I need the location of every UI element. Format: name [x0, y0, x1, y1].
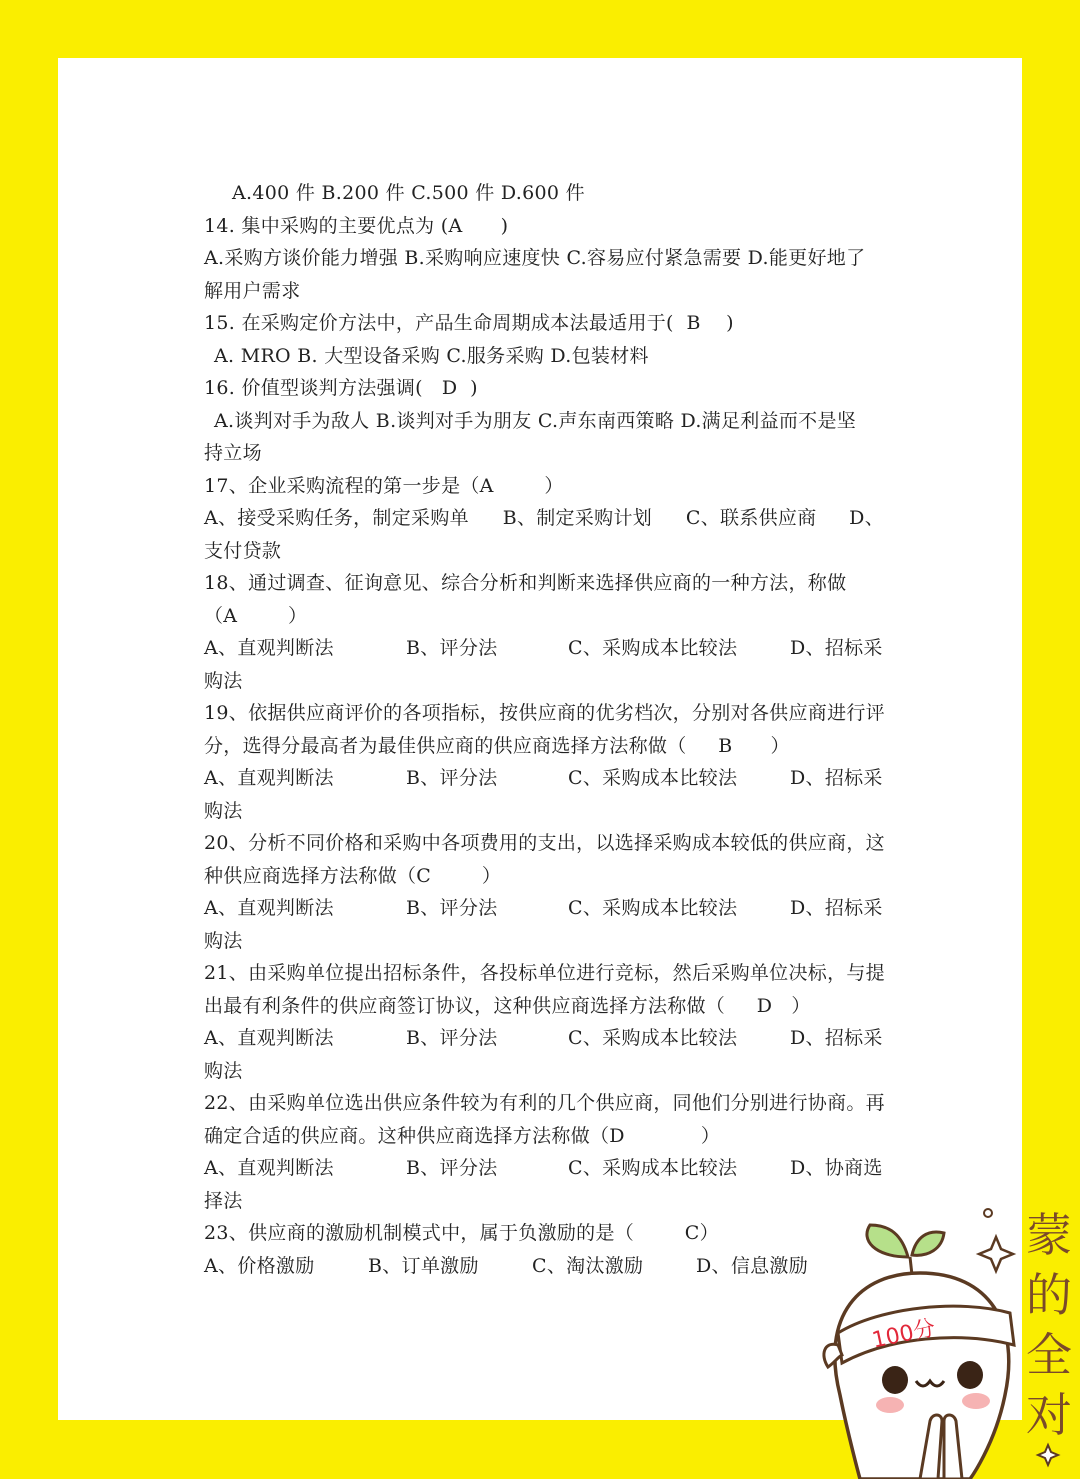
q15-question: 15. 在采购定价方法中，产品生命周期成本法最适用于( B ): [204, 312, 734, 334]
q21-question: 21、由采购单位提出招标条件，各投标单位进行竞标，然后采购单位决标，与提: [204, 962, 885, 984]
option-c: C、采购成本比较法: [568, 1157, 738, 1179]
q20-options: [204, 892, 884, 925]
side-char: 蒙: [1026, 1208, 1072, 1262]
option-b: B、评分法: [406, 767, 498, 789]
side-char: 全: [1026, 1328, 1072, 1382]
q13-options: A.400 件 B.200 件 C.500 件 D.600 件: [232, 182, 585, 204]
sticker-side-text: [1018, 1205, 1080, 1445]
option-d: D、招标采: [790, 897, 883, 919]
q19-options: [204, 762, 884, 795]
q15-options: A. MRO B. 大型设备采购 C.服务采购 D.包装材料: [214, 344, 649, 367]
option-b: B、评分法: [406, 1157, 498, 1179]
q22-options-cont: 择法: [204, 1189, 243, 1212]
q18-options-cont: 购法: [204, 669, 243, 692]
q21-question-cont: 出最有利条件的供应商签订协议，这种供应商选择方法称做（ D ）: [204, 994, 811, 1017]
q22-question: 22、由采购单位选出供应条件较为有利的几个供应商，同他们分别进行协商。再: [204, 1092, 885, 1114]
q20-options-cont: 购法: [204, 929, 243, 952]
q14-question: 14. 集中采购的主要优点为 (A ): [204, 214, 509, 237]
option-b: B、评分法: [406, 1027, 498, 1049]
option-a: A、接受采购任务，制定采购单: [204, 507, 469, 529]
option-a: A、直观判断法: [204, 637, 334, 659]
option-a: A、直观判断法: [204, 1027, 334, 1049]
option-b: B、制定采购计划: [502, 507, 653, 529]
q16-options-cont: 持立场: [204, 442, 262, 464]
option-d: D、信息激励: [696, 1254, 809, 1277]
q20-question-cont: 种供应商选择方法称做（C ）: [204, 864, 502, 887]
option-a: A、价格激励: [204, 1254, 315, 1277]
q19-options-cont: 购法: [204, 799, 243, 822]
option-b: B、评分法: [406, 637, 498, 659]
q17-question: 17、企业采购流程的第一步是（A ）: [204, 474, 564, 497]
option-c: C、淘汰激励: [532, 1254, 644, 1277]
side-char: 对: [1026, 1388, 1072, 1442]
q22-options: [204, 1152, 884, 1185]
option-d: D、协商选: [790, 1157, 883, 1179]
q23-options: [204, 1250, 884, 1283]
q18-question: 18、通过调查、征询意见、综合分析和判断来选择供应商的一种方法，称做: [204, 572, 847, 594]
q19-question-cont: 分，选得分最高者为最佳供应商的供应商选择方法称做（ B ）: [204, 734, 790, 757]
option-b: B、评分法: [406, 897, 498, 919]
q17-options: [204, 502, 884, 535]
q14-options-cont: 解用户需求: [204, 279, 301, 302]
q21-options-cont: 购法: [204, 1059, 243, 1082]
exam-text: [204, 177, 884, 1282]
q20-question: 20、分析不同价格和采购中各项费用的支出，以选择采购成本较低的供应商，这: [204, 832, 885, 854]
option-a: A、直观判断法: [204, 1157, 334, 1179]
q23-question: 23、供应商的激励机制模式中，属于负激励的是（ C）: [204, 1222, 719, 1244]
option-d: D、招标采: [790, 1027, 883, 1049]
option-c: C、采购成本比较法: [568, 897, 738, 919]
option-c: C、采购成本比较法: [568, 767, 738, 789]
side-char: 的: [1026, 1268, 1072, 1322]
q18-answer: （A ）: [204, 604, 308, 627]
option-d: D、: [849, 507, 884, 529]
option-a: A、直观判断法: [204, 897, 334, 919]
q21-options: [204, 1022, 884, 1055]
option-c: C、采购成本比较法: [568, 1027, 738, 1049]
option-d: D、招标采: [790, 637, 883, 659]
option-c: C、联系供应商: [685, 507, 817, 529]
q16-question: 16. 价值型谈判方法强调( D ): [204, 377, 478, 399]
q22-question-cont: 确定合适的供应商。这种供应商选择方法称做（D ）: [204, 1124, 721, 1147]
option-a: A、直观判断法: [204, 767, 334, 789]
q19-question: 19、依据供应商评价的各项指标，按供应商的优劣档次，分别对各供应商进行评: [204, 702, 885, 724]
option-d: D、招标采: [790, 767, 883, 789]
q14-options: A.采购方谈价能力增强 B.采购响应速度快 C.容易应付紧急需要 D.能更好地了: [204, 247, 866, 269]
option-b: B、订单激励: [368, 1254, 479, 1277]
option-c: C、采购成本比较法: [568, 637, 738, 659]
headband-text: 100分: [869, 1315, 938, 1354]
q18-options: [204, 632, 884, 665]
q16-options: A.谈判对手为敌人 B.谈判对手为朋友 C.声东南西策略 D.满足利益而不是坚: [214, 409, 857, 432]
q17-options-cont: 支付贷款: [204, 539, 282, 562]
